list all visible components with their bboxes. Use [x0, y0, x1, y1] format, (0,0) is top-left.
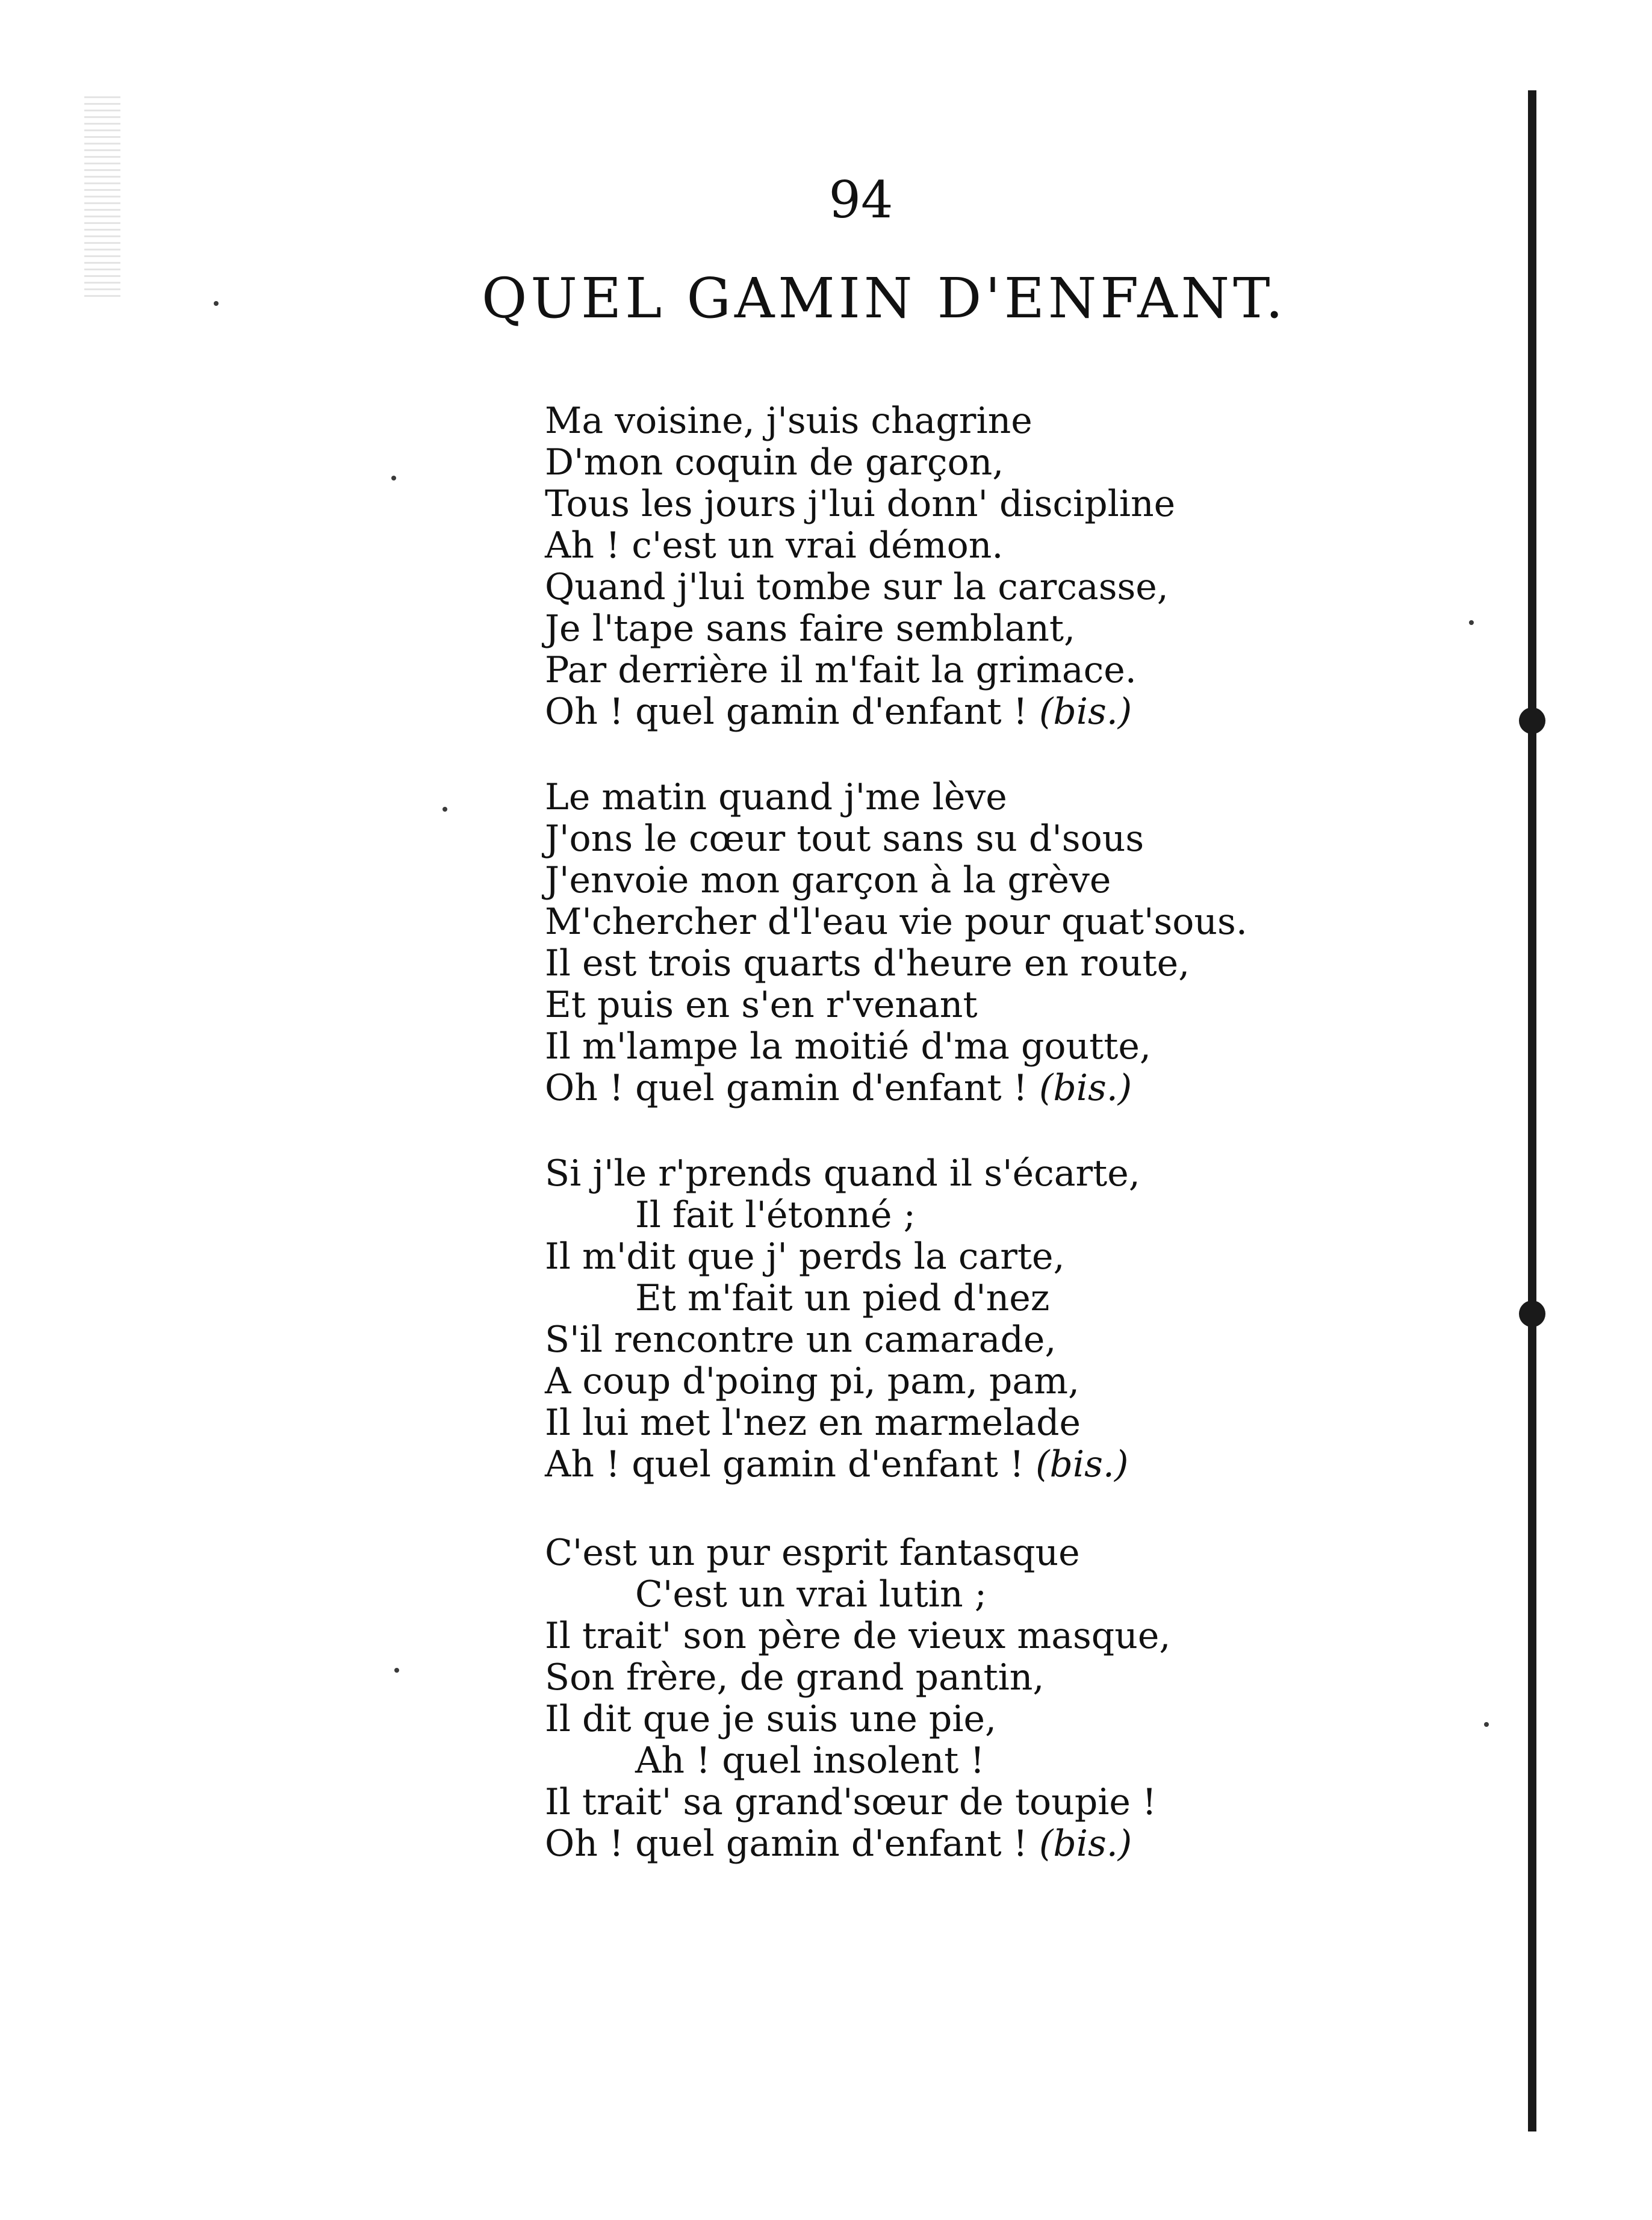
verse-line: [545, 1782, 1170, 1823]
verse-line: [545, 860, 1247, 901]
verse-line: [545, 1195, 1140, 1236]
verse-text: Oh ! quel gamin d'enfant !: [545, 1067, 1039, 1109]
verse-text: Quand j'lui tombe sur la carcasse,: [545, 566, 1169, 608]
refrain-mark: (bis.): [1039, 691, 1132, 733]
verse-line: [545, 1574, 1170, 1615]
verse-line: [545, 1278, 1140, 1319]
verse-line: [545, 1361, 1140, 1402]
verse-line: [545, 1236, 1140, 1278]
verse-line: [545, 1026, 1247, 1068]
verse-line: [545, 608, 1175, 650]
verse-text: Il m'dit que j' perds la carte,: [545, 1236, 1065, 1278]
stanza: [545, 400, 1175, 733]
refrain-mark: (bis.): [1039, 1067, 1132, 1109]
verse-text: Il dit que je suis une pie,: [545, 1698, 997, 1740]
stanza: [545, 777, 1247, 1109]
verse-line: [545, 818, 1247, 860]
verse-line: [545, 483, 1175, 525]
refrain-mark: (bis.): [1039, 1823, 1132, 1865]
ink-speck: [1469, 620, 1474, 625]
verse-line: [545, 1068, 1247, 1109]
verse-line: [545, 777, 1247, 818]
binding-mark: [1519, 707, 1545, 734]
verse-text: Il est trois quarts d'heure en route,: [545, 942, 1190, 984]
verse-text: Il lui met l'nez en marmelade: [545, 1402, 1081, 1444]
verse-text: Il trait' son père de vieux masque,: [545, 1615, 1171, 1657]
binding-mark: [1519, 1301, 1545, 1327]
stanza: [545, 1532, 1170, 1865]
ink-speck: [1484, 1722, 1489, 1727]
verse-text: Oh ! quel gamin d'enfant !: [545, 1823, 1039, 1865]
verse-text: Tous les jours j'lui donn' discipline: [545, 483, 1176, 525]
page-number: 94: [828, 170, 893, 229]
verse-text: C'est un pur esprit fantasque: [545, 1532, 1080, 1574]
verse-text: Ah ! quel insolent !: [635, 1740, 985, 1782]
verse-line: [545, 901, 1247, 943]
verse-line: [545, 442, 1175, 483]
ink-speck: [214, 301, 219, 306]
verse-text: Il m'lampe la moitié d'ma goutte,: [545, 1025, 1151, 1068]
verse-text: Ma voisine, j'suis chagrine: [545, 400, 1032, 442]
verse-line: [545, 943, 1247, 984]
verse-line: [545, 1615, 1170, 1657]
verse-line: [545, 1657, 1170, 1699]
verse-text: Et m'fait un pied d'nez: [635, 1277, 1050, 1319]
verse-text: J'envoie mon garçon à la grève: [545, 859, 1111, 901]
verse-text: Il trait' sa grand'sœur de toupie !: [545, 1781, 1157, 1823]
verse-line: [545, 1402, 1140, 1444]
verse-text: C'est un vrai lutin ;: [635, 1573, 987, 1615]
verse-text: S'il rencontre un camarade,: [545, 1319, 1057, 1361]
verse-line: [545, 1532, 1170, 1574]
verse-line: [545, 1699, 1170, 1740]
binding-rule: [1528, 90, 1536, 2131]
verse-line: [545, 650, 1175, 691]
verse-text: Par derrière il m'fait la grimace.: [545, 649, 1137, 691]
refrain-mark: (bis.): [1036, 1443, 1129, 1485]
verse-text: Si j'le r'prends quand il s'écarte,: [545, 1152, 1140, 1195]
verse-line: [545, 691, 1175, 733]
verse-text: Il fait l'étonné ;: [635, 1194, 916, 1236]
song-title: QUEL GAMIN D'ENFANT.: [482, 266, 1287, 331]
verse-line: [545, 400, 1175, 442]
verse-text: J'ons le cœur tout sans su d'sous: [545, 818, 1144, 860]
verse-line: [545, 1740, 1170, 1782]
ink-speck: [442, 807, 447, 812]
verse-line: [545, 567, 1175, 608]
verse-text: Ah ! c'est un vrai démon.: [545, 524, 1004, 567]
ink-speck: [394, 1668, 399, 1673]
verse-text: Je l'tape sans faire semblant,: [545, 608, 1076, 650]
stanza: [545, 1153, 1140, 1485]
verse-line: [545, 1153, 1140, 1195]
verse-line: [545, 1823, 1170, 1865]
verse-line: [545, 1444, 1140, 1485]
verse-text: Et puis en s'en r'venant: [545, 984, 978, 1026]
verse-line: [545, 984, 1247, 1026]
verse-text: M'chercher d'l'eau vie pour quat'sous.: [545, 901, 1247, 943]
verse-text: A coup d'poing pi, pam, pam,: [545, 1360, 1080, 1402]
verse-text: Ah ! quel gamin d'enfant !: [545, 1443, 1036, 1485]
verse-line: [545, 525, 1175, 567]
verse-text: Son frère, de grand pantin,: [545, 1656, 1045, 1699]
verse-line: [545, 1319, 1140, 1361]
verse-text: D'mon coquin de garçon,: [545, 441, 1004, 483]
verse-text: Le matin quand j'me lève: [545, 776, 1007, 818]
ink-speck: [391, 476, 396, 480]
verse-text: Oh ! quel gamin d'enfant !: [545, 691, 1039, 733]
